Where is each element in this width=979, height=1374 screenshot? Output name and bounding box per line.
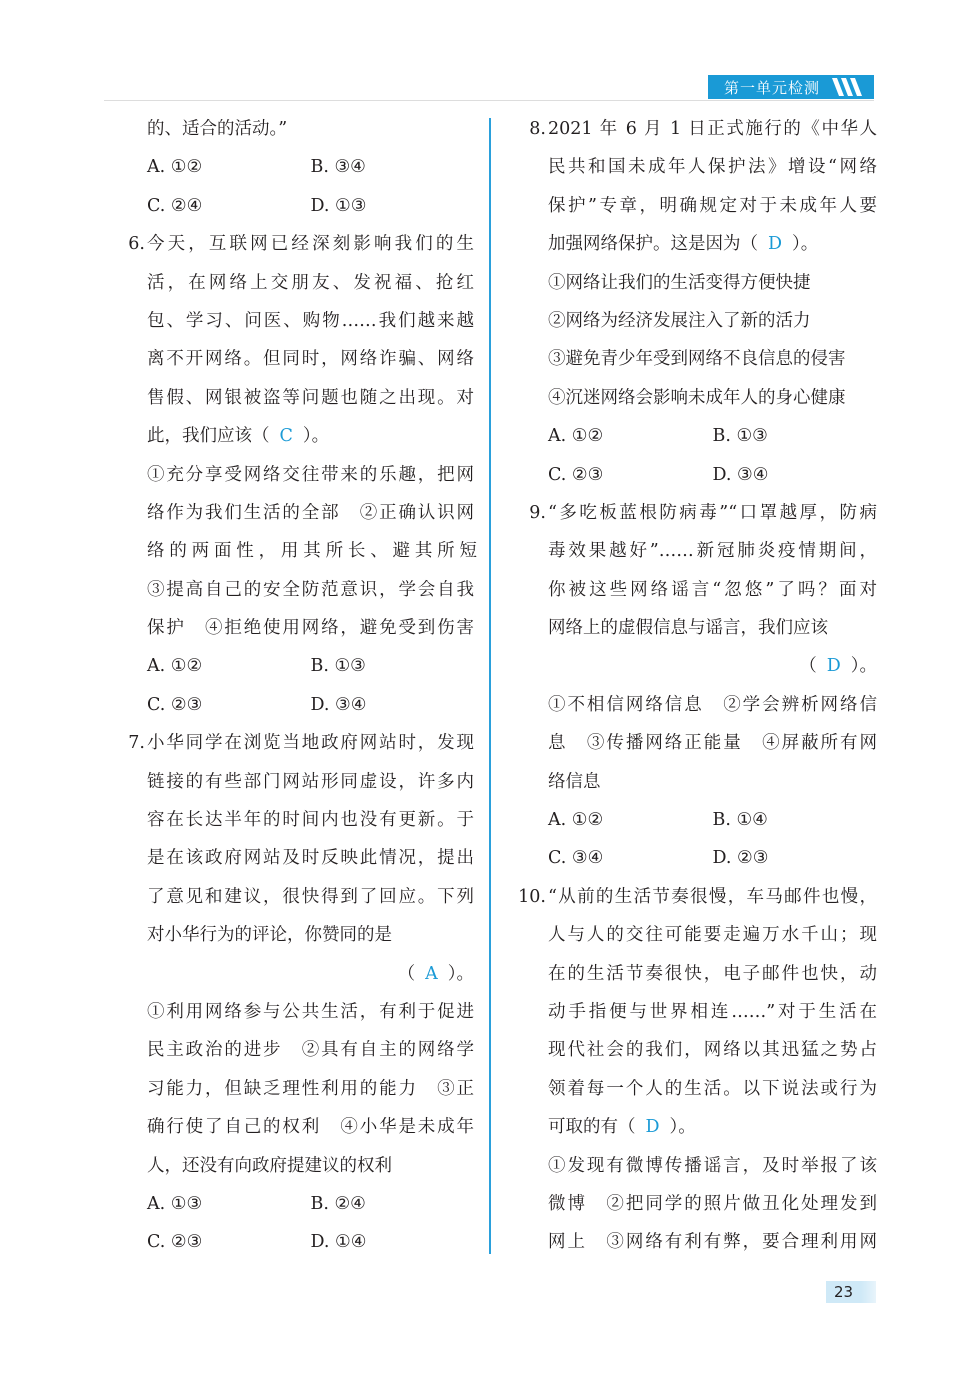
q6-item-line4: ③提高自己的安全防范意识，学会自我 xyxy=(147,579,474,600)
q10-answer: D xyxy=(645,1117,660,1138)
q7-option-d: D. ①④ xyxy=(310,1232,367,1253)
q10-stem-line2: 人与人的交往可能要走遍万水千山；现 xyxy=(548,925,877,946)
q5-options-row2 xyxy=(104,187,474,225)
q6-stem-line4: 离不开网络。但同时，网络诈骗、网络 xyxy=(147,349,474,370)
q9-stem-line1: 9. “多吃板蓝根防病毒”“口罩越厚，防病 xyxy=(505,494,877,532)
q6-stem-line5: 售假、网银被盗等问题也随之出现。对 xyxy=(147,387,474,408)
q10-number: 10. xyxy=(518,886,546,907)
q9-answer-line: （ D ）。 xyxy=(799,656,877,677)
q8-item-1: ①网络让我们的生活变得方便快捷 xyxy=(548,272,811,293)
q8-item-4: ④沉迷网络会影响未成年人的身心健康 xyxy=(548,387,846,408)
q8-option-a: A. ①② xyxy=(548,426,604,447)
q6-item-line3: 络的两面性，用其所长、避其所短 xyxy=(147,541,477,562)
q8-option-b: B. ①③ xyxy=(712,426,768,447)
q5-tail: 的、适合的活动。” xyxy=(147,119,288,139)
q9-stem-line2: 毒效果越好”……新冠肺炎疫情期间， xyxy=(548,541,877,562)
right-column xyxy=(505,110,877,1262)
section-header-badge xyxy=(708,75,874,99)
q8-number: 8. xyxy=(529,119,546,139)
q7-item-line3: 习能力，但缺乏理性利用的能力 ③正 xyxy=(147,1078,474,1099)
page-number-badge xyxy=(826,1281,876,1303)
q10-item-line3: 网上 ③网络有利有弊，要合理利用网 xyxy=(548,1232,877,1253)
q6-item-line1: ①充分享受网络交往带来的乐趣，把网 xyxy=(147,464,474,485)
q9-item-line2: 息 ③传播网络正能量 ④屏蔽所有网 xyxy=(548,733,877,754)
section-title: 第一单元检测 xyxy=(724,78,821,97)
q6-options-row2 xyxy=(104,686,474,724)
q10-item-line2: 微博 ②把同学的照片做丑化处理发到 xyxy=(548,1193,877,1214)
q6-options-row1 xyxy=(104,647,474,685)
q8-item-2: ②网络为经济发展注入了新的活力 xyxy=(548,310,811,331)
q9-stem-line4: 网络上的虚假信息与谣言，我们应该 xyxy=(548,618,828,639)
q8-stem-last: 加强网络保护。这是因为（ D ）。 xyxy=(548,234,819,255)
page-number: 23 xyxy=(834,1283,854,1301)
q6-item-line5: 保护 ④拒绝使用网络，避免受到伤害 xyxy=(147,618,474,639)
q9-answer: D xyxy=(826,656,841,677)
column-divider xyxy=(489,118,491,1254)
q7-option-a: A. ①③ xyxy=(147,1193,203,1214)
q9-item-line1: ①不相信网络信息 ②学会辨析网络信 xyxy=(548,694,877,715)
q7-stem-line2: 链接的有些部门网站形同虚设，许多内 xyxy=(147,771,474,792)
q6-option-b: B. ①③ xyxy=(310,656,366,677)
q10-stem-line5: 现代社会的我们，网络以其迅猛之势占 xyxy=(548,1040,877,1061)
q5-option-c: C. ②④ xyxy=(147,195,203,216)
q6-stem-line3: 包、学习、问医、购物……我们越来越 xyxy=(147,310,474,331)
q6-item-line2: 络作为我们生活的全部 ②正确认识网 xyxy=(147,502,474,523)
left-column xyxy=(104,110,477,1262)
q6-option-c: C. ②③ xyxy=(147,694,203,715)
q10-stem-line1: 10. “从前的生活节奏很慢，车马邮件也慢， xyxy=(505,878,877,916)
q5-options-row1 xyxy=(104,148,474,186)
q8-options-row1 xyxy=(505,417,877,455)
q7-option-c: C. ②③ xyxy=(147,1232,203,1253)
q7-options-row1 xyxy=(104,1185,474,1223)
q10-stem-line6: 领着每一个人的生活。以下说法或行为 xyxy=(548,1078,877,1099)
q7-stem-line6: 对小华行为的评论，你赞同的是 xyxy=(147,925,392,946)
q7-item-line1: ①利用网络参与公共生活，有利于促进 xyxy=(147,1001,474,1022)
q7-answer: A xyxy=(425,963,438,984)
q10-item-line1: ①发现有微博传播谣言，及时举报了该 xyxy=(548,1155,877,1176)
q8-stem-line3: 保护”专章，明确规定对于未成年人要 xyxy=(548,195,877,216)
q8-stem-line2: 民共和国未成年人保护法》增设“网络 xyxy=(548,157,877,178)
q7-item-line4: 确行使了自己的权利 ④小华是未成年 xyxy=(147,1117,474,1138)
q7-stem-line4: 是在该政府网站及时反映此情况，提出 xyxy=(147,848,474,869)
q9-options-row2 xyxy=(505,839,877,877)
q9-option-d: D. ②③ xyxy=(712,848,769,869)
q9-option-b: B. ①④ xyxy=(712,810,768,831)
q9-option-a: A. ①② xyxy=(548,810,604,831)
q9-number: 9. xyxy=(529,502,546,523)
q6-answer: C xyxy=(279,426,293,447)
q8-item-3: ③避免青少年受到网络不良信息的侵害 xyxy=(548,349,846,370)
q7-item-line2: 民主政治的进步 ②具有自主的网络学 xyxy=(147,1040,474,1061)
q6-option-a: A. ①② xyxy=(147,656,203,677)
q6-stem-line2: 活，在网络上交朋友、发祝福、抢红 xyxy=(147,272,474,293)
q6-stem-last: 此，我们应该（ C ）。 xyxy=(147,426,330,447)
q10-stem-last: 可取的有（ D ）。 xyxy=(548,1117,696,1138)
q10-stem-line3: 在的生活节奏很快，电子邮件也快，动 xyxy=(548,963,877,984)
header-rule xyxy=(104,100,874,101)
q8-option-c: C. ②③ xyxy=(548,464,604,485)
q7-stem-line3: 容在长达半年的时间内也没有更新。于 xyxy=(147,810,474,831)
q7-number: 7. xyxy=(128,733,145,754)
q8-option-d: D. ③④ xyxy=(712,464,769,485)
q5-option-a: A. ①② xyxy=(147,157,203,178)
q8-answer: D xyxy=(768,234,783,255)
q7-answer-line: （ A ）。 xyxy=(397,963,474,984)
q10-stem-line4: 动手指便与世界相连……”对于生活在 xyxy=(548,1001,877,1022)
q7-stem-line5: 了意见和建议，很快得到了回应。下列 xyxy=(147,886,474,907)
q7-options-row2 xyxy=(104,1223,474,1261)
q9-options-row1 xyxy=(505,801,877,839)
q6-stem-line1: 6. 今天，互联网已经深刻影响我们的生 xyxy=(104,225,474,263)
stripes-decoration-icon xyxy=(832,78,866,96)
q6-number: 6. xyxy=(128,234,145,255)
q7-stem-line1: 7. 小华同学在浏览当地政府网站时，发现 xyxy=(104,724,474,762)
q5-option-b: B. ③④ xyxy=(310,157,366,178)
q9-option-c: C. ③④ xyxy=(548,848,604,869)
q5-option-d: D. ①③ xyxy=(310,195,367,216)
q7-option-b: B. ②④ xyxy=(310,1193,366,1214)
q7-item-line5: 人，还没有向政府提建议的权利 xyxy=(147,1155,392,1176)
q9-item-line3: 络信息 xyxy=(548,771,601,792)
q9-stem-line3: 你被这些网络谣言“忽悠”了吗？面对 xyxy=(548,579,877,600)
q6-option-d: D. ③④ xyxy=(310,694,367,715)
q8-stem-line1: 8. 2021 年 6 月 1 日正式施行的《中华人 xyxy=(505,110,877,148)
q8-options-row2 xyxy=(505,456,877,494)
